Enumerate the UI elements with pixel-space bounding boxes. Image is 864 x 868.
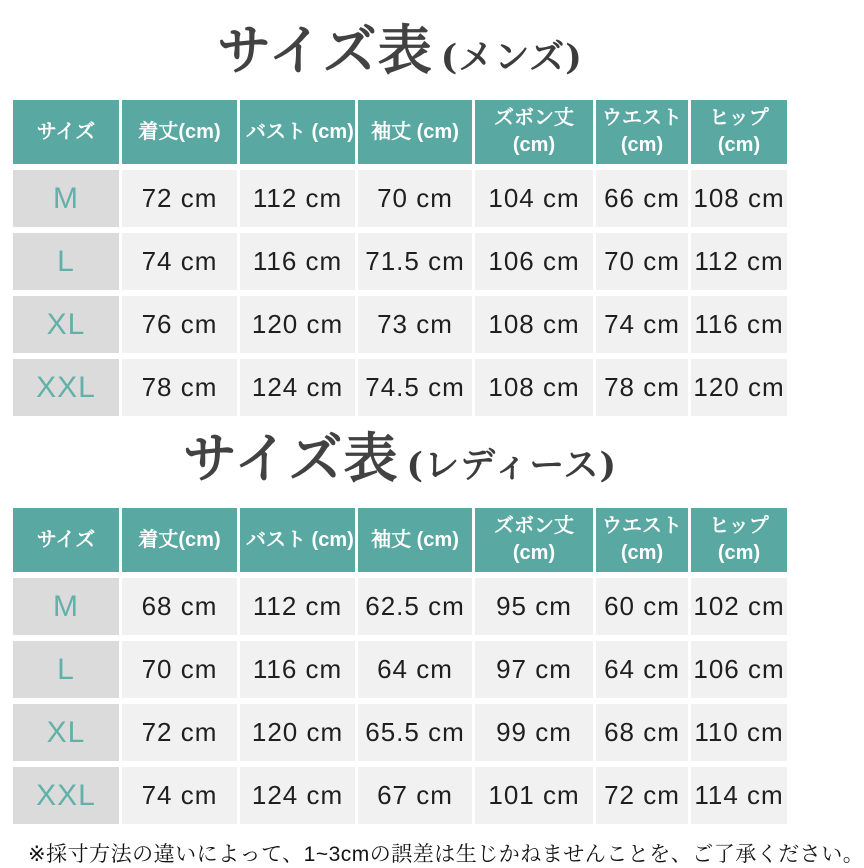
measurement-cell: 97 cm <box>475 641 593 698</box>
measurement-cell: 108 cm <box>475 359 593 416</box>
ladies-header-row <box>13 508 787 572</box>
measurement-cell: 74.5 cm <box>358 359 472 416</box>
measurement-cell: 95 cm <box>475 578 593 635</box>
measurement-cell: 68 cm <box>122 578 237 635</box>
measurement-cell: 72 cm <box>122 704 237 761</box>
measurement-cell: 106 cm <box>475 233 593 290</box>
measurement-cell: 72 cm <box>596 767 688 824</box>
mens-row-xxl <box>13 359 787 416</box>
size-label-cell: XL <box>13 296 119 353</box>
measurement-cell: 62.5 cm <box>358 578 472 635</box>
measurement-disclaimer-note: ※採寸方法の違いによって、1~3cmの誤差は生じかねませんことを、ご了承ください。 <box>28 843 864 866</box>
column-header-hip: ヒップ (cm) <box>691 100 787 164</box>
measurement-cell: 64 cm <box>596 641 688 698</box>
ladies-section-title <box>0 422 800 502</box>
mens-row-m <box>13 170 787 227</box>
column-header-trouser-length: ズボン丈 (cm) <box>475 508 593 572</box>
column-header-size: サイズ <box>13 508 119 572</box>
measurement-cell: 106 cm <box>691 641 787 698</box>
measurement-cell: 108 cm <box>691 170 787 227</box>
measurement-cell: 112 cm <box>240 578 355 635</box>
column-header-bust: バスト (cm) <box>240 100 355 164</box>
measurement-cell: 112 cm <box>691 233 787 290</box>
size-label-cell: XL <box>13 704 119 761</box>
mens-title-text: サイズ表 <box>217 18 433 82</box>
measurement-cell: 76 cm <box>122 296 237 353</box>
measurement-cell: 99 cm <box>475 704 593 761</box>
measurement-cell: 70 cm <box>122 641 237 698</box>
measurement-cell: 74 cm <box>596 296 688 353</box>
size-label-cell: L <box>13 641 119 698</box>
ladies-title-text: サイズ表 <box>182 426 399 490</box>
column-header-length: 着丈(cm) <box>122 508 237 572</box>
ladies-row-l <box>13 641 787 698</box>
column-header-waist: ウエスト (cm) <box>596 508 688 572</box>
measurement-cell: 60 cm <box>596 578 688 635</box>
measurement-cell: 104 cm <box>475 170 593 227</box>
mens-header-row <box>13 100 787 164</box>
mens-section-title <box>0 0 800 94</box>
measurement-cell: 116 cm <box>240 641 355 698</box>
measurement-cell: 78 cm <box>122 359 237 416</box>
measurement-cell: 72 cm <box>122 170 237 227</box>
measurement-cell: 101 cm <box>475 767 593 824</box>
measurement-cell: 65.5 cm <box>358 704 472 761</box>
ladies-row-m <box>13 578 787 635</box>
measurement-cell: 120 cm <box>240 296 355 353</box>
column-header-bust: バスト (cm) <box>240 508 355 572</box>
mens-row-l <box>13 233 787 290</box>
mens-row-xl <box>13 296 787 353</box>
measurement-cell: 120 cm <box>240 704 355 761</box>
measurement-cell: 110 cm <box>691 704 787 761</box>
ladies-title-subtitle: (レディース) <box>406 445 618 486</box>
measurement-cell: 116 cm <box>691 296 787 353</box>
ladies-row-xxl <box>13 767 787 824</box>
ladies-size-table <box>10 502 790 830</box>
measurement-cell: 114 cm <box>691 767 787 824</box>
measurement-cell: 70 cm <box>358 170 472 227</box>
size-label-cell: XXL <box>13 767 119 824</box>
measurement-cell: 102 cm <box>691 578 787 635</box>
size-label-cell: L <box>13 233 119 290</box>
column-header-sleeve: 袖丈 (cm) <box>358 508 472 572</box>
measurement-cell: 124 cm <box>240 767 355 824</box>
measurement-cell: 70 cm <box>596 233 688 290</box>
column-header-sleeve: 袖丈 (cm) <box>358 100 472 164</box>
ladies-row-xl <box>13 704 787 761</box>
measurement-cell: 108 cm <box>475 296 593 353</box>
measurement-cell: 112 cm <box>240 170 355 227</box>
measurement-cell: 66 cm <box>596 170 688 227</box>
column-header-trouser-length: ズボン丈 (cm) <box>475 100 593 164</box>
size-label-cell: XXL <box>13 359 119 416</box>
mens-title-subtitle: (メンズ) <box>440 37 583 78</box>
measurement-cell: 120 cm <box>691 359 787 416</box>
size-label-cell: M <box>13 578 119 635</box>
column-header-hip: ヒップ (cm) <box>691 508 787 572</box>
column-header-length: 着丈(cm) <box>122 100 237 164</box>
measurement-cell: 74 cm <box>122 233 237 290</box>
measurement-cell: 124 cm <box>240 359 355 416</box>
column-header-size: サイズ <box>13 100 119 164</box>
measurement-cell: 78 cm <box>596 359 688 416</box>
measurement-cell: 116 cm <box>240 233 355 290</box>
measurement-cell: 71.5 cm <box>358 233 472 290</box>
size-label-cell: M <box>13 170 119 227</box>
measurement-cell: 73 cm <box>358 296 472 353</box>
measurement-cell: 67 cm <box>358 767 472 824</box>
measurement-cell: 64 cm <box>358 641 472 698</box>
mens-size-table <box>10 94 790 422</box>
column-header-waist: ウエスト (cm) <box>596 100 688 164</box>
measurement-cell: 74 cm <box>122 767 237 824</box>
measurement-cell: 68 cm <box>596 704 688 761</box>
